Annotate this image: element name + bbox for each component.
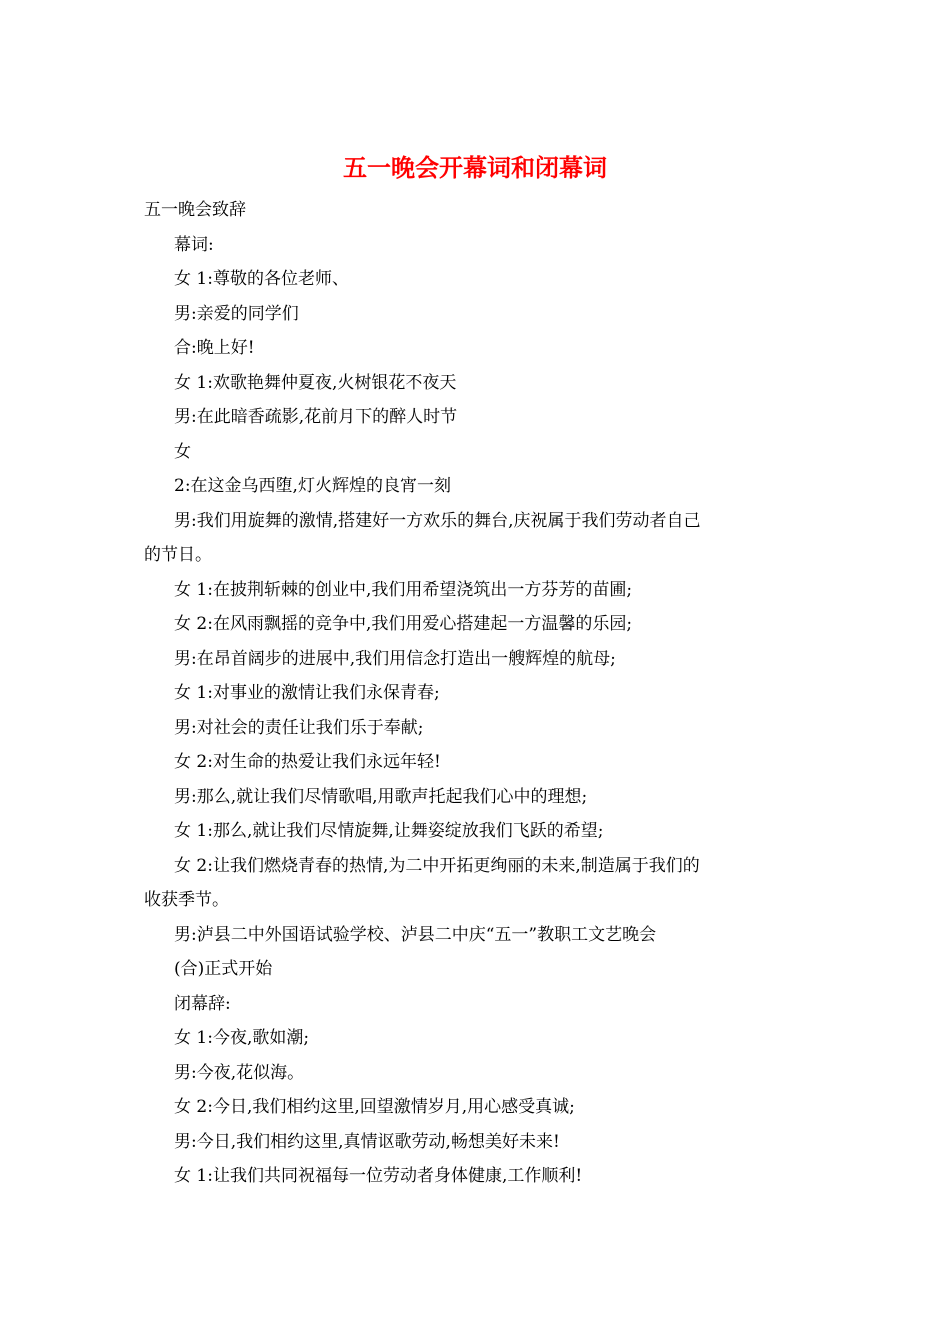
document-line: 男:亲爱的同学们 [174, 303, 299, 324]
document-line: 女 2:今日,我们相约这里,回望激情岁月,用心感受真诚; [174, 1097, 575, 1117]
document-line: 男:那么,就让我们尽情歌唱,用歌声托起我们心中的理想; [174, 786, 588, 807]
document-line: 男:在此暗香疏影,花前月下的醉人时节 [174, 407, 458, 427]
document-line: 男:在昂首阔步的进展中,我们用信念打造出一艘辉煌的航母; [174, 648, 616, 669]
document-line: 幕词: [174, 234, 214, 255]
document-line: 女 2:让我们燃烧青春的热情,为二中开拓更绚丽的未来,制造属于我们的 [174, 855, 700, 876]
document-body [144, 193, 809, 1194]
document-line: 男:今日,我们相约这里,真情讴歌劳动,畅想美好未来! [174, 1131, 560, 1152]
document-line: 男:我们用旋舞的激情,搭建好一方欢乐的舞台,庆祝属于我们劳动者自己 [174, 510, 701, 531]
document-line: 女 1:尊敬的各位老师、 [174, 269, 349, 289]
document-line: 女 [174, 441, 191, 462]
document-line: 男:今夜,花似海。 [174, 1062, 305, 1083]
document-title: 五一晚会开幕词和闭幕词 [343, 153, 607, 182]
document-line: 男:对社会的责任让我们乐于奉献; [174, 717, 424, 738]
document-line: 女 1:对事业的激情让我们永保青春; [174, 683, 440, 703]
document-line: 女 1:欢歌艳舞仲夏夜,火树银花不夜天 [174, 372, 457, 393]
document-line: 女 2:在风雨飘摇的竞争中,我们用爱心搭建起一方温馨的乐园; [174, 614, 633, 634]
document-line: 收获季节。 [144, 890, 229, 910]
document-line: 五一晚会致辞 [144, 200, 246, 220]
document-line: 女 1:让我们共同祝福每一位劳动者身体健康,工作顺利! [174, 1166, 583, 1186]
document-line: 女 1:在披荆斩棘的创业中,我们用希望浇筑出一方芬芳的苗圃; [174, 579, 633, 600]
document-line: 男:泸县二中外国语试验学校、泸县二中庆“五一”教职工文艺晚会 [174, 924, 657, 945]
document-line: 2:在这金乌西堕,灯火辉煌的良宵一刻 [174, 476, 451, 496]
document-line: 女 1:今夜,歌如潮; [174, 1028, 310, 1048]
document-line: 女 2:对生命的热爱让我们永远年轻! [174, 752, 441, 772]
document-line: 合:晚上好! [174, 338, 255, 358]
document-line: (合)正式开始 [174, 959, 273, 979]
document-line: 闭幕辞: [174, 993, 231, 1014]
document-line: 女 1:那么,就让我们尽情旋舞,让舞姿绽放我们飞跃的希望; [174, 821, 604, 841]
document-line: 的节日。 [144, 545, 212, 565]
